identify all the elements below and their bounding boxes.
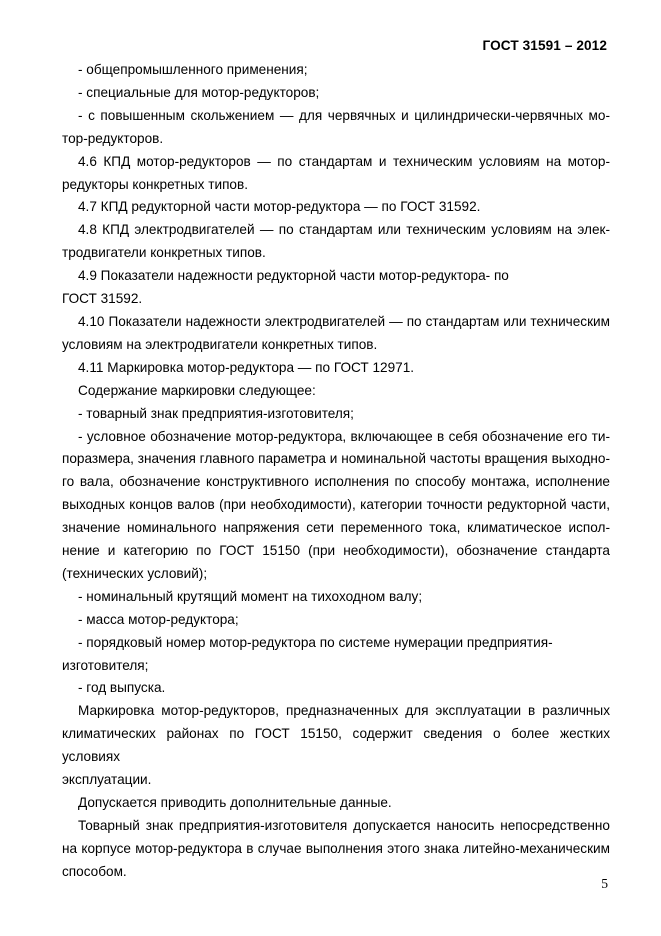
text-line: 4.8 КПД электродвигателей — по стандартам или техническим условиям на элек-	[78, 222, 610, 238]
text-line: - с повышенным скольжением — для червячных и цилиндрически-червячных мо-	[78, 107, 610, 123]
text-line: Допускается приводить дополнительные данные.	[78, 795, 392, 810]
text-line: Маркировка мотор-редукторов, предназначенных для эксплуатации в различных	[78, 703, 610, 719]
text-line: 4.9 Показатели надежности редукторной части мотор-редуктора- по	[78, 268, 509, 284]
text-line: эксплуатации.	[62, 772, 152, 788]
text-line: способом.	[62, 863, 127, 879]
text-line: Содержание маркировки следующее:	[78, 382, 316, 398]
page-number: 5	[601, 876, 608, 891]
text-line: тор-редукторов.	[62, 130, 164, 146]
text-line: климатических районах по ГОСТ 15150, содержит сведения о более жестких условиях	[62, 726, 610, 765]
text-line: нение и категорию по ГОСТ 15150 (при необходимости), обозначение стандарта	[62, 543, 610, 559]
text-line: го вала, обозначение конструктивного исполнения по способу монтажа, исполнение	[62, 474, 610, 490]
text-line: ГОСТ 31592.	[62, 291, 143, 307]
text-line: выходных концов валов (при необходимости), категории точности редукторной части,	[62, 497, 610, 513]
text-line: условиям на электродвигатели конкретных типов.	[62, 336, 378, 352]
text-line: - специальные для мотор-редукторов;	[78, 84, 320, 100]
text-line: тродвигатели конкретных типов.	[62, 245, 266, 261]
text-line: - товарный знак предприятия-изготовителя;	[78, 405, 354, 421]
text-line: 4.11 Маркировка мотор-редуктора — по ГОСТ 12971.	[78, 359, 415, 375]
text-line: Товарный знак предприятия-изготовителя допускается наносить непосредственно	[78, 817, 610, 833]
text-line: 4.6 КПД мотор-редукторов — по стандартам и техническим условиям на мотор-	[78, 153, 610, 169]
text-line: - порядковый номер мотор-редуктора по системе нумерации предприятия-	[78, 634, 553, 650]
document-body	[62, 59, 610, 884]
text-line: значение номинального напряжения сети переменного тока, климатическое испол-	[62, 520, 610, 536]
text-line: - общепромышленного применения;	[78, 62, 308, 77]
text-line: изготовителя;	[62, 657, 149, 673]
text-line: 4.10 Показатели надежности электродвигателей — по стандартам или техническим	[78, 313, 610, 329]
text-line: (технических условий);	[62, 565, 208, 581]
text-line: - номинальный крутящий момент на тихоходном валу;	[78, 588, 423, 604]
text-line: - условное обозначение мотор-редуктора, включающее в себя обозначение его ти-	[78, 428, 610, 444]
text-line: редукторы конкретных типов.	[62, 176, 248, 192]
document-header: ГОСТ 31591 – 2012	[482, 38, 607, 53]
text-line: поразмера, значения главного параметра и номинальной частоты вращения выходно-	[62, 451, 610, 467]
text-line: на корпусе мотор-редуктора в случае выполнения этого знака литейно-механическим	[62, 840, 610, 856]
text-line: - год выпуска.	[78, 680, 166, 696]
text-line: 4.7 КПД редукторной части мотор-редуктора — по ГОСТ 31592.	[78, 199, 481, 215]
text-line: - масса мотор-редуктора;	[78, 611, 239, 627]
